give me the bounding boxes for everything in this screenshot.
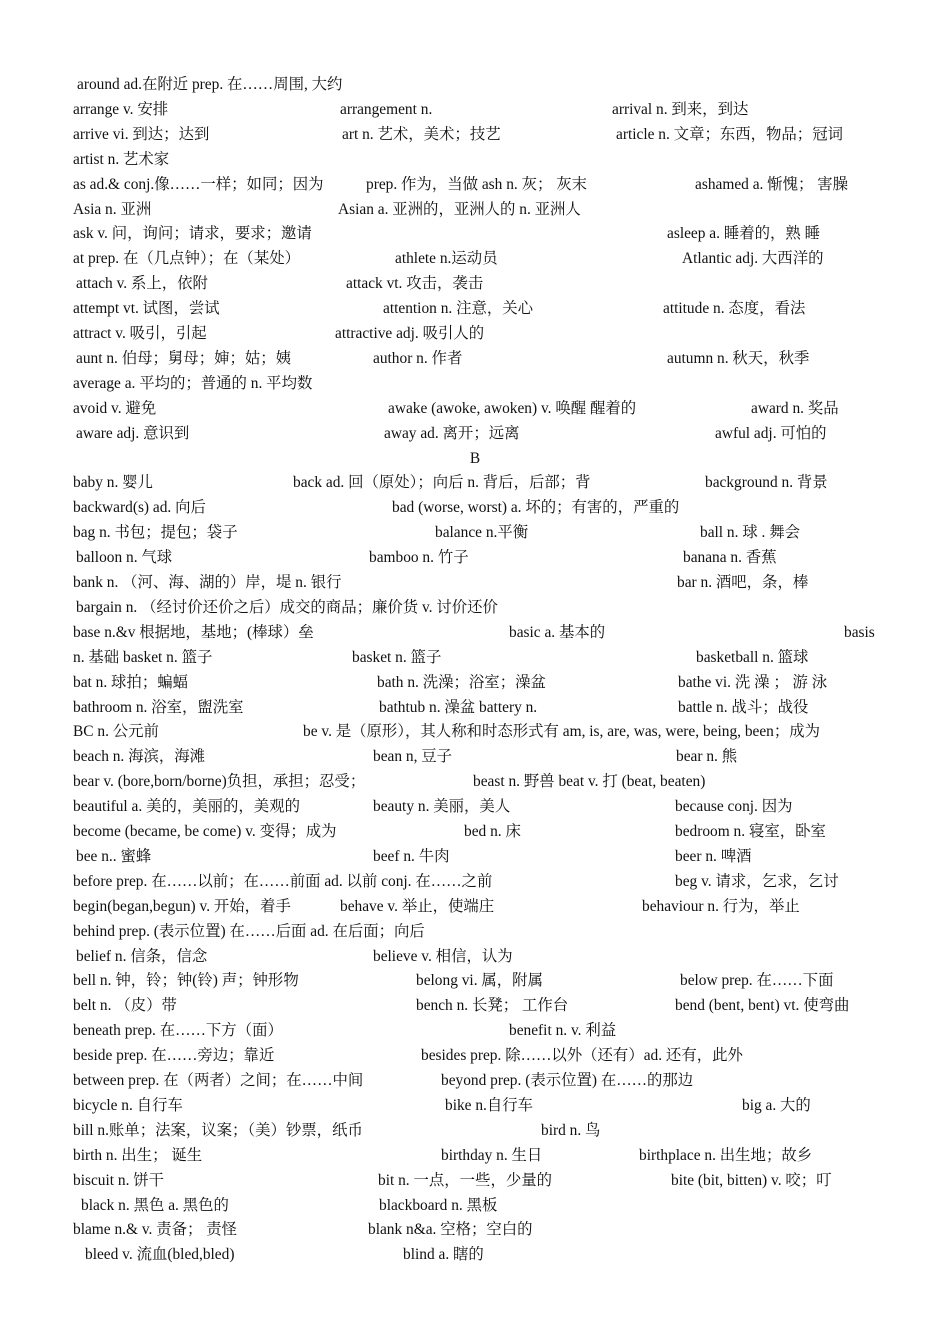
text-line (73, 895, 883, 920)
text-line (73, 671, 883, 696)
vocabulary-entry: bank n. （河、海、湖的）岸，堤 n. 银行 (73, 574, 342, 591)
vocabulary-entry: ashamed a. 惭愧； 害臊 (695, 175, 849, 193)
vocabulary-entry: baby n. 婴儿 (73, 474, 153, 492)
text-line (73, 1069, 883, 1094)
vocabulary-entry: bad (worse, worst) a. 坏的；有害的，严重的 (392, 499, 680, 517)
vocabulary-entry: beautiful a. 美的，美丽的，美观的 (73, 798, 300, 816)
text-line (73, 397, 883, 422)
vocabulary-entry: because conj. 因为 (675, 798, 793, 816)
vocabulary-entry: bag n. 书包；提包；袋子 (73, 524, 238, 542)
vocabulary-entry: away ad. 离开；远离 (384, 424, 520, 442)
vocabulary-entry: attitude n. 态度，看法 (663, 300, 806, 318)
text-line (73, 173, 883, 198)
vocabulary-entry: attract v. 吸引，引起 (73, 325, 207, 342)
vocabulary-entry: bend (bent, bent) vt. 使弯曲 (675, 997, 850, 1015)
vocabulary-entry: bell n. 钟，铃；钟(铃) 声；钟形物 (73, 972, 299, 990)
vocabulary-entry: arrive vi. 到达；达到 (73, 125, 210, 143)
text-line (73, 1243, 883, 1268)
text-line (73, 198, 883, 223)
vocabulary-entry: asleep a. 睡着的，熟 睡 (667, 225, 821, 243)
vocabulary-entry: bathtub n. 澡盆 battery n. (379, 698, 538, 716)
text-line (73, 521, 883, 546)
text-line (73, 347, 883, 372)
text-line (73, 1218, 883, 1243)
text-line (73, 969, 883, 994)
text-line (73, 123, 883, 148)
vocabulary-entry: basket n. 篮子 (352, 648, 442, 666)
vocabulary-entry: attempt vt. 试图，尝试 (73, 300, 220, 318)
vocabulary-entry: bar n. 酒吧，条，棒 (677, 574, 809, 591)
text-line (73, 621, 883, 646)
vocabulary-entry: blame n.& v. 责备； 责怪 (73, 1221, 238, 1239)
vocabulary-entry: beer n. 啤酒 (675, 847, 752, 865)
vocabulary-entry: athlete n.运动员 (395, 250, 498, 268)
vocabulary-entry: artist n. 艺术家 (73, 150, 170, 168)
vocabulary-entry: be v. 是（原形），其人称和时态形式有 am, is, are, was, were, being, been；成为 (303, 723, 821, 741)
vocabulary-entry: bean n, 豆子 (373, 748, 453, 766)
vocabulary-entry: backward(s) ad. 向后 (73, 499, 206, 517)
vocabulary-entry: blank n&a. 空格；空白的 (368, 1221, 533, 1239)
vocabulary-entry: prep. 作为，当做 ash n. 灰； 灰末 (366, 175, 588, 193)
vocabulary-entry: black n. 黑色 a. 黑色的 (81, 1196, 229, 1214)
text-line (73, 994, 883, 1019)
vocabulary-entry: back ad. 回（原处）；向后 n. 背后，后部；背 (293, 474, 591, 492)
text-line (73, 297, 883, 322)
text-line (73, 1094, 883, 1119)
text-line (73, 422, 883, 447)
text-line (73, 247, 883, 272)
section-heading: B (469, 449, 481, 467)
vocabulary-entry: bath n. 洗澡；浴室；澡盆 (377, 673, 546, 691)
vocabulary-entry: as ad.& conj.像……一样；如同；因为 (73, 175, 324, 193)
vocabulary-entry: balloon n. 气球 (76, 549, 173, 567)
text-line (73, 820, 883, 845)
text-line (73, 372, 883, 397)
text-line (73, 272, 883, 297)
vocabulary-entry: awake (awoke, awoken) v. 唤醒 醒着的 (388, 399, 637, 417)
text-line (73, 546, 883, 571)
vocabulary-entry: basic a. 基本的 (509, 623, 606, 641)
text-line (73, 496, 883, 521)
vocabulary-entry: besides prep. 除……以外（还有）ad. 还有，此外 (421, 1047, 743, 1065)
text-line (73, 1044, 883, 1069)
vocabulary-entry: belong vi. 属，附属 (416, 972, 543, 990)
vocabulary-entry: bat n. 球拍；蝙蝠 (73, 673, 188, 691)
text-line (73, 322, 883, 347)
vocabulary-entry: bird n. 鸟 (541, 1121, 601, 1139)
vocabulary-entry: arrival n. 到来，到达 (612, 100, 749, 118)
text-line (73, 696, 883, 721)
vocabulary-entry: bed n. 床 (464, 823, 521, 840)
vocabulary-entry: become (became, be come) v. 变得；成为 (73, 823, 337, 840)
vocabulary-entry: bamboo n. 竹子 (369, 549, 469, 567)
vocabulary-entry: bench n. 长凳； 工作台 (416, 997, 569, 1015)
vocabulary-entry: beside prep. 在……旁边；靠近 (73, 1047, 275, 1065)
vocabulary-entry: birthday n. 生日 (441, 1146, 543, 1164)
vocabulary-entry: below prep. 在……下面 (680, 972, 834, 990)
text-line (73, 720, 883, 745)
vocabulary-entry: bicycle n. 自行车 (73, 1096, 183, 1114)
vocabulary-entry: bargain n. （经讨价还价之后）成交的商品；廉价货 v. 讨价还价 (76, 598, 498, 616)
vocabulary-entry: ball n. 球 . 舞会 (700, 524, 801, 542)
text-line (73, 98, 883, 123)
vocabulary-entry: basketball n. 篮球 (696, 648, 809, 666)
text-line (73, 148, 883, 173)
vocabulary-entry: attach v. 系上，依附 (76, 275, 208, 293)
vocabulary-entry: awful adj. 可怕的 (715, 424, 827, 442)
vocabulary-entry: background n. 背景 (705, 474, 828, 492)
text-line (73, 870, 883, 895)
vocabulary-entry: beef n. 牛肉 (373, 847, 450, 865)
vocabulary-entry: Asian a. 亚洲的，亚洲人的 n. 亚洲人 (338, 200, 581, 218)
text-line (73, 1019, 883, 1044)
vocabulary-entry: bill n.账单；法案，议案；（美）钞票，纸币 (73, 1121, 363, 1139)
vocabulary-entry: between prep. 在（两者）之间；在……中间 (73, 1072, 364, 1089)
vocabulary-entry: beach n. 海滨，海滩 (73, 748, 206, 766)
vocabulary-entry: benefit n. v. 利益 (509, 1022, 617, 1040)
vocabulary-entry: believe v. 相信，认为 (373, 947, 513, 965)
vocabulary-entry: belt n. （皮）带 (73, 997, 177, 1015)
vocabulary-entry: arrange v. 安排 (73, 100, 169, 118)
vocabulary-entry: attention n. 注意，关心 (383, 300, 534, 318)
vocabulary-entry: art n. 艺术，美术；技艺 (342, 125, 501, 143)
vocabulary-entry: n. 基础 basket n. 篮子 (73, 648, 213, 666)
vocabulary-entry: belief n. 信条，信念 (76, 947, 208, 965)
vocabulary-entry: Asia n. 亚洲 (73, 200, 152, 218)
vocabulary-entry: before prep. 在……以前；在……前面 ad. 以前 conj. 在……之前 (73, 872, 493, 890)
vocabulary-entry: banana n. 香蕉 (683, 549, 777, 567)
vocabulary-entry: bathroom n. 浴室，盥洗室 (73, 698, 244, 716)
vocabulary-entry: begin(began,begun) v. 开始，着手 (73, 897, 291, 915)
text-line (73, 222, 883, 247)
vocabulary-entry: beg v. 请求，乞求，乞讨 (675, 872, 839, 890)
text-line (73, 945, 883, 970)
vocabulary-entry: ask v. 问，询问；请求，要求；邀请 (73, 225, 312, 243)
vocabulary-entry: award n. 奖品 (751, 399, 839, 417)
vocabulary-entry: bite (bit, bitten) v. 咬；叮 (671, 1171, 832, 1189)
vocabulary-entry: bee n.. 蜜蜂 (76, 847, 152, 865)
vocabulary-entry: arrangement n. (340, 100, 433, 118)
vocabulary-entry: beyond prep. (表示位置) 在……的那边 (441, 1072, 694, 1089)
vocabulary-entry: aware adj. 意识到 (76, 424, 190, 442)
vocabulary-entry: avoid v. 避免 (73, 399, 157, 417)
vocabulary-entry: blind a. 瞎的 (403, 1246, 484, 1264)
vocabulary-entry: attack vt. 攻击，袭击 (346, 275, 484, 293)
text-line (73, 73, 883, 98)
vocabulary-entry: around ad.在附近 prep. 在……周围, 大约 (77, 76, 343, 93)
vocabulary-entry: bear n. 熊 (676, 748, 738, 766)
vocabulary-entry: bike n.自行车 (445, 1096, 534, 1114)
text-line (73, 1194, 883, 1219)
vocabulary-entry: author n. 作者 (373, 349, 463, 367)
text-line (73, 1119, 883, 1144)
vocabulary-entry: bleed v. 流血(bled,bled) (85, 1246, 235, 1264)
vocabulary-entry: birth n. 出生； 诞生 (73, 1146, 203, 1164)
vocabulary-entry: aunt n. 伯母；舅母；婶；姑；姨 (76, 349, 292, 367)
vocabulary-entry: at prep. 在（几点钟）；在（某处） (73, 250, 300, 268)
vocabulary-entry: behaviour n. 行为，举止 (642, 897, 800, 915)
vocabulary-entry: beast n. 野兽 beat v. 打 (beat, beaten) (473, 773, 706, 791)
vocabulary-entry: average a. 平均的；普通的 n. 平均数 (73, 374, 313, 392)
vocabulary-entry: biscuit n. 饼干 (73, 1171, 165, 1189)
vocabulary-entry: behind prep. (表示位置) 在……后面 ad. 在后面；向后 (73, 922, 425, 940)
vocabulary-entry: article n. 文章；东西，物品；冠词 (616, 125, 843, 143)
vocabulary-entry: beneath prep. 在……下方（面） (73, 1022, 283, 1040)
text-line (73, 571, 883, 596)
vocabulary-entry: Atlantic adj. 大西洋的 (682, 250, 824, 268)
text-line (73, 745, 883, 770)
vocabulary-entry: blackboard n. 黑板 (379, 1196, 498, 1214)
vocabulary-entry: bit n. 一点，一些，少量的 (378, 1171, 553, 1189)
text-line (73, 1169, 883, 1194)
text-line (73, 920, 883, 945)
text-line (73, 471, 883, 496)
vocabulary-entry: bathe vi. 洗 澡 ； 游 泳 (678, 673, 828, 691)
vocabulary-entry: beauty n. 美丽，美人 (373, 798, 511, 816)
vocabulary-entry: basis (844, 623, 875, 641)
text-line (73, 845, 883, 870)
text-line (73, 646, 883, 671)
text-line (73, 1144, 883, 1169)
text-line (73, 770, 883, 795)
vocabulary-entry: battle n. 战斗；战役 (678, 698, 809, 716)
vocabulary-entry: autumn n. 秋天，秋季 (667, 349, 810, 367)
vocabulary-entry: bedroom n. 寝室，卧室 (675, 823, 826, 840)
text-line (0, 447, 950, 472)
text-line (73, 596, 883, 621)
vocabulary-entry: base n.&v 根据地，基地；(棒球）垒 (73, 623, 314, 641)
vocabulary-entry: balance n.平衡 (435, 524, 529, 542)
vocabulary-entry: behave v. 举止，使端庄 (340, 897, 495, 915)
vocabulary-entry: bear v. (bore,born/borne)负担，承担；忍受； (73, 773, 366, 791)
text-line (73, 795, 883, 820)
vocabulary-entry: BC n. 公元前 (73, 723, 159, 741)
vocabulary-entry: attractive adj. 吸引人的 (335, 325, 485, 342)
vocabulary-entry: birthplace n. 出生地；故乡 (639, 1146, 813, 1164)
vocabulary-entry: big a. 大的 (742, 1096, 811, 1114)
